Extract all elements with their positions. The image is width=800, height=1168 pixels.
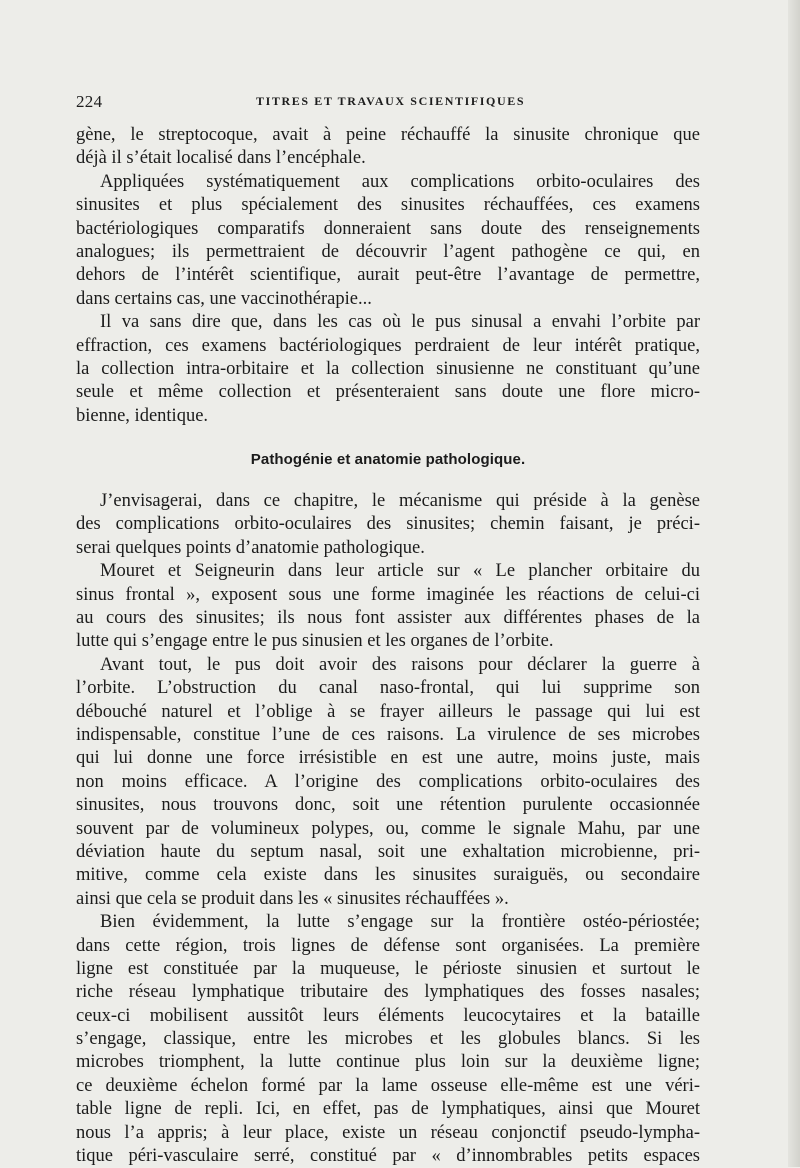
- text-line: effraction, ces examens bactériologiques perdraient de leur intérêt pratique,: [76, 335, 700, 356]
- text-line: serai quelques points d’anatomie pathologique.: [76, 537, 425, 558]
- text-line: seule et même collection et présenteraient sans doute une flore micro-: [76, 382, 700, 403]
- text-line: analogues; ils permettraient de découvrir l’agent pathogène ce qui, en: [76, 241, 700, 262]
- body-text: [76, 124, 700, 1168]
- text-line: sinusites, nous trouvons donc, soit une rétention purulente occasionnée: [76, 795, 700, 816]
- text-line: l’orbite. L’obstruction du canal naso-frontal, qui lui supprime son: [76, 678, 700, 699]
- text-line: sinus frontal », exposent sous une forme imaginée les réactions de celui-ci: [76, 584, 700, 605]
- text-line: Appliquées systématiquement aux complications orbito-oculaires des: [100, 171, 700, 192]
- text-line: bienne, identique.: [76, 405, 209, 426]
- text-line: souvent par de volumineux polypes, ou, comme le signale Mahu, par une: [76, 818, 700, 839]
- text-line: nous l’a appris; à leur place, existe un réseau conjonctif pseudo-lympha-: [76, 1122, 700, 1143]
- text-line: au cours des sinusites; ils nous font assister aux différentes phases de la: [76, 608, 700, 629]
- text-line: sinusites et plus spécialement des sinusites réchauffées, ces examens: [76, 195, 700, 216]
- text-line: mitive, comme cela existe dans les sinusites suraiguës, ou secondaire: [76, 865, 700, 886]
- text-line: s’engage, classique, entre les microbes et les globules blancs. Si les: [76, 1029, 700, 1050]
- text-line: déjà il s’était localisé dans l’encéphale.: [76, 148, 366, 169]
- page-edge-shadow: [788, 0, 800, 1167]
- text-line: Bien évidemment, la lutte s’engage sur la frontière ostéo-périostée;: [100, 912, 700, 933]
- text-line: déviation haute du septum nasal, soit une exhaltation microbienne, pri-: [76, 841, 700, 862]
- text-line: gène, le streptocoque, avait à peine réchauffé la sinusite chronique que: [76, 125, 700, 145]
- section-heading: Pathogénie et anatomie pathologique.: [250, 451, 526, 469]
- text-line: tique péri-vasculaire serré, constitué par « d’innombrables petits espaces: [76, 1146, 700, 1167]
- page-header: [76, 92, 700, 116]
- text-line: dans cette région, trois lignes de défense sont organisées. La première: [76, 935, 700, 956]
- text-line: table ligne de repli. Ici, en effet, pas de lymphatiques, ainsi que Mouret: [76, 1099, 700, 1120]
- text-line: dehors de l’intérêt scientifique, aurait peut-être l’avantage de permettre,: [76, 265, 700, 286]
- text-line: la collection intra-orbitaire et la collection sinusienne ne constituant qu’une: [76, 358, 700, 379]
- text-line: débouché naturel et l’oblige à se frayer ailleurs le passage qui lui est: [76, 701, 700, 722]
- text-line: microbes triomphent, la lutte continue plus loin sur la deuxième ligne;: [76, 1052, 700, 1073]
- text-line: J’envisagerai, dans ce chapitre, le mécanisme qui préside à la genèse: [100, 491, 700, 512]
- text-line: lutte qui s’engage entre le pus sinusien et les organes de l’orbite.: [76, 631, 554, 652]
- text-line: indispensable, constitue l’une de ces raisons. La virulence de ses microbes: [76, 724, 700, 745]
- text-line: ceux-ci mobilisent aussitôt leurs éléments leucocytaires et la bataille: [76, 1005, 700, 1026]
- text-line: ce deuxième échelon formé par la lame osseuse elle-même est une véri-: [76, 1075, 700, 1096]
- text-line: dans certains cas, une vaccinothérapie...: [76, 288, 372, 309]
- text-line: riche réseau lymphatique tributaire des lymphatiques des fosses nasales;: [76, 982, 700, 1003]
- running-title: TITRES ET TRAVAUX SCIENTIFIQUES: [256, 94, 526, 108]
- page-number: 224: [76, 92, 103, 111]
- text-line: qui lui donne une force irrésistible en est une autre, moins juste, mais: [76, 748, 700, 769]
- text-line: bactériologiques comparatifs donneraient sans doute des renseignements: [76, 218, 700, 239]
- section-gap: [76, 428, 700, 448]
- text-line: non moins efficace. A l’origine des complications orbito-oculaires des: [76, 771, 700, 792]
- text-line: Il va sans dire que, dans les cas où le pus sinusal a envahi l’orbite par: [100, 312, 700, 333]
- text-line: Mouret et Seigneurin dans leur article sur « Le plancher orbitaire du: [100, 561, 700, 582]
- text-line: des complications orbito-oculaires des sinusites; chemin faisant, je préci-: [76, 514, 700, 535]
- text-line: ainsi que cela se produit dans les « sinusites réchauffées ».: [76, 888, 509, 909]
- text-line: Avant tout, le pus doit avoir des raisons pour déclarer la guerre à: [100, 654, 700, 675]
- text-line: ligne est constituée par la muqueuse, le périoste sinusien et surtout le: [76, 958, 700, 979]
